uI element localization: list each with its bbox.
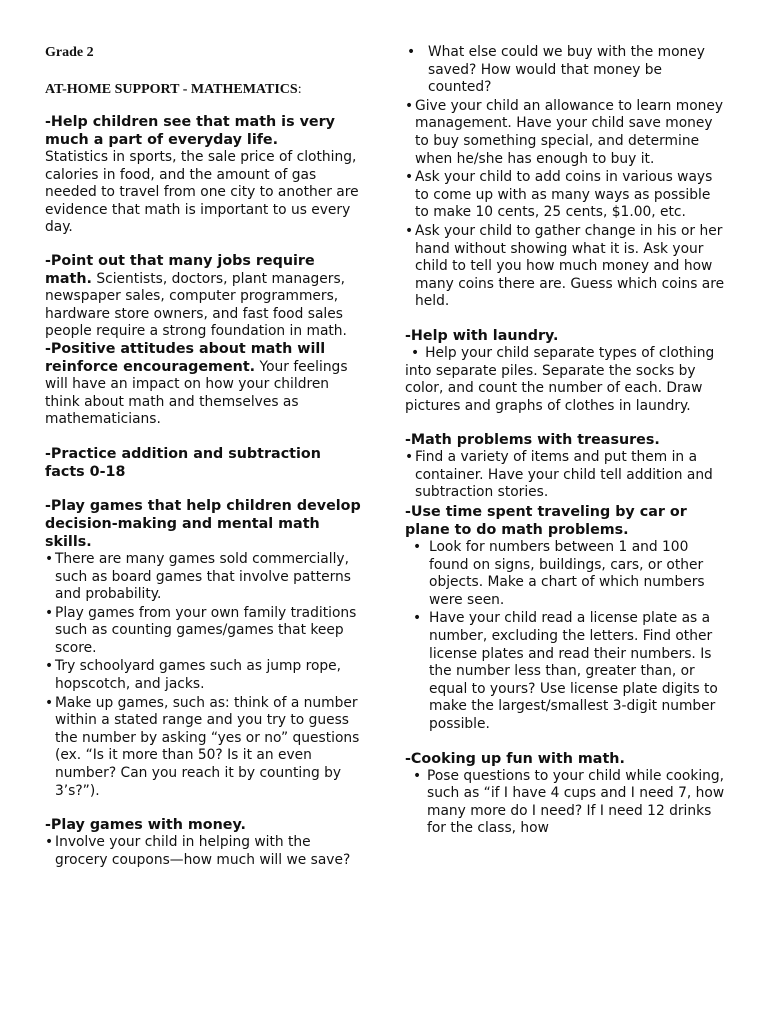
section-lead: -Positive attitudes about math will reinforce encouragement. bbox=[45, 340, 326, 375]
money-list bbox=[45, 834, 365, 869]
section-paragraph bbox=[405, 345, 727, 415]
title-colon: : bbox=[297, 82, 302, 97]
section-text: Scientists, doctors, plant managers, newspaper sales, computer programmers, hardware store owners, and fast food sales people require a strong foundation in math. bbox=[45, 270, 347, 340]
list-item-text: Play games from your own family traditions such as counting games/games that keep score. bbox=[55, 604, 357, 656]
section-lead: -Point out that many jobs require math. bbox=[45, 252, 315, 287]
list-item bbox=[45, 605, 365, 658]
bullet-icon: • bbox=[405, 449, 414, 466]
section-laundry bbox=[405, 327, 727, 415]
list-item bbox=[405, 449, 727, 502]
left-column bbox=[45, 44, 365, 885]
section-heading: -Use time spent traveling by car or plane to do math problems. bbox=[405, 504, 687, 539]
bullet-icon: • bbox=[405, 97, 414, 114]
title-text: AT-HOME SUPPORT - MATHEMATICS bbox=[45, 82, 298, 97]
list-item bbox=[45, 834, 365, 869]
bullet-icon: • bbox=[413, 610, 422, 627]
right-column bbox=[405, 44, 727, 854]
list-item-text: Ask your child to gather change in his or her hand without showing what it is. Ask your child to tell you how much money and how many coins there are. Guess which coins are held. bbox=[415, 222, 725, 310]
bullet-icon: • bbox=[411, 344, 420, 361]
list-item bbox=[405, 610, 727, 733]
list-item bbox=[45, 551, 365, 604]
section-heading: -Help children see that math is very much a part of everyday life. bbox=[45, 114, 335, 148]
list-item bbox=[405, 223, 727, 311]
section-heading: -Math problems with treasures. bbox=[405, 432, 660, 449]
section-practice-facts bbox=[45, 445, 365, 481]
travel-list bbox=[405, 539, 727, 734]
section-heading: -Cooking up fun with math. bbox=[405, 750, 625, 767]
bullet-icon: • bbox=[405, 169, 414, 186]
list-item-text: Give your child an allowance to learn money management. Have your child save money to buy something special, and determine when he/she has enough to buy it. bbox=[415, 97, 724, 167]
list-item bbox=[405, 169, 727, 222]
section-travel bbox=[405, 503, 727, 734]
grade-label: Grade 2 bbox=[45, 45, 94, 60]
section-heading: -Help with laundry. bbox=[405, 327, 559, 344]
section-heading: -Practice addition and subtraction facts 0-18 bbox=[45, 445, 321, 480]
bullet-icon: • bbox=[405, 222, 414, 239]
bullet-icon: • bbox=[45, 834, 54, 851]
section-cooking bbox=[405, 750, 727, 838]
list-item-text: Involve your child in helping with the grocery coupons—how much will we save? bbox=[55, 834, 351, 868]
list-item-text: Pose questions to your child while cooking, such as “if I have 4 cups and I need 7, how many more do I need? If I need 12 drinks for the class, how bbox=[427, 767, 725, 837]
section-paragraph bbox=[45, 253, 365, 341]
section-everyday-life bbox=[45, 113, 365, 237]
list-item-text: What else could we buy with the money saved? How would that money be counted? bbox=[428, 44, 705, 96]
list-item bbox=[405, 98, 727, 168]
list-item-text: Have your child read a license plate as a number, excluding the letters. Find other license plates and read their numbers. Is the number less than, greater than, or equal to yours? Use license plate digits to make the largest/smallest 3-digit number possible. bbox=[429, 610, 718, 732]
list-item-text: Look for numbers between 1 and 100 found on signs, buildings, cars, or other objects. Make a chart of which numbers were seen. bbox=[429, 539, 705, 608]
games-list bbox=[45, 551, 365, 800]
cooking-list bbox=[405, 768, 727, 838]
section-text: Help your child separate types of clothing into separate piles. Separate the socks by color, and count the number of each. Draw pictures and graphs of clothes in laundry. bbox=[405, 344, 715, 414]
section-paragraph bbox=[45, 341, 365, 429]
list-item bbox=[45, 695, 365, 801]
bullet-icon: • bbox=[413, 539, 422, 556]
bullet-icon: • bbox=[45, 694, 54, 711]
section-text: Statistics in sports, the sale price of clothing, calories in food, and the amount of gas needed to travel from one city to another are evidence that math is important to us every day. bbox=[45, 149, 359, 236]
section-games bbox=[45, 497, 365, 800]
list-item-text: Make up games, such as: think of a number within a stated range and you try to guess the number by asking “yes or no” questions (ex. “Is it more than 50? Is it an even number? Can you reach it by counting by 3’s?”). bbox=[55, 694, 360, 799]
list-item bbox=[45, 658, 365, 693]
section-attitudes bbox=[45, 341, 365, 429]
document-title bbox=[45, 81, 365, 99]
treasures-list bbox=[405, 449, 727, 502]
bullet-icon: • bbox=[45, 550, 54, 567]
list-item-text: Ask your child to add coins in various ways to come up with as many ways as possible to make 10 cents, 25 cents, $1.00, etc. bbox=[415, 169, 713, 221]
bullet-icon: • bbox=[45, 658, 54, 675]
bullet-icon: • bbox=[45, 604, 54, 621]
section-money-continued bbox=[405, 44, 727, 311]
list-item bbox=[405, 44, 727, 97]
section-jobs bbox=[45, 253, 365, 341]
list-item bbox=[405, 768, 727, 838]
section-money bbox=[45, 816, 365, 869]
section-treasures bbox=[405, 431, 727, 502]
list-item-text: Find a variety of items and put them in a container. Have your child tell addition and subtraction stories. bbox=[415, 449, 713, 501]
list-item bbox=[405, 539, 727, 609]
list-item-text: There are many games sold commercially, such as board games that involve patterns and probability. bbox=[55, 550, 351, 603]
list-item-text: Try schoolyard games such as jump rope, hopscotch, and jacks. bbox=[55, 658, 342, 693]
section-heading: -Play games that help children develop decision-making and mental math skills. bbox=[45, 497, 361, 550]
money-list-continued bbox=[405, 44, 727, 311]
bullet-icon: • bbox=[413, 767, 422, 784]
bullet-icon: • bbox=[407, 44, 416, 60]
section-heading: -Play games with money. bbox=[45, 817, 246, 834]
section-text: Your feelings will have an impact on how your children think about math and themselves as mathematicians. bbox=[45, 358, 348, 428]
